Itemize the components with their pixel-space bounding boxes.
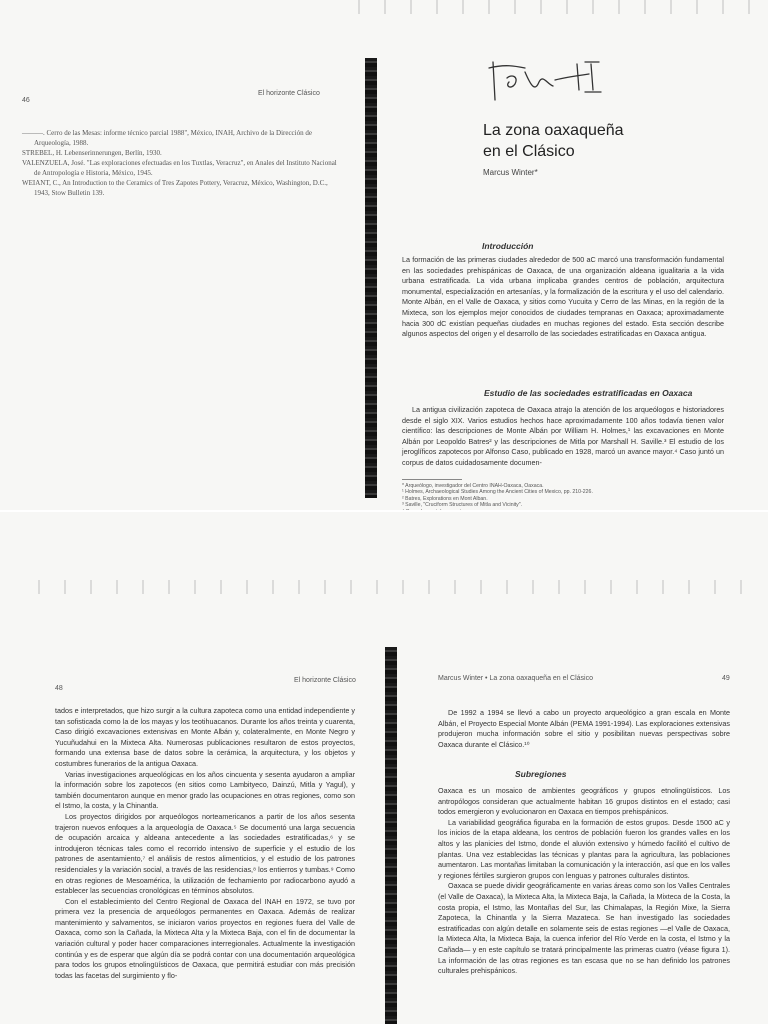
reference-entry: ———. Cerro de las Mesas: informe técnico parcial 1988", México, INAH, Archivo de la Dirección de Arqueología, 1988. — [22, 129, 312, 147]
footnote: * Arqueólogo, investigador del Centro INAH-Oaxaca, Oaxaca. — [402, 483, 544, 489]
intro-paragraph — [402, 255, 724, 340]
page-number-48: 48 — [55, 685, 63, 692]
page48-text — [55, 706, 355, 981]
paragraph: La variabilidad geográfica figuraba en la formación de estos grupos. Desde 1500 aC y los inicios de la etapa aldeana, los centros de población fueron los grandes valles en los altos y las planicies del Istmo, donde el aluvión extensivo y húmedo facilitó el cultivo de plantas. Una vez establecidas las técnicas y plantas para la agricultura, las poblaciones aumentaron. Las montañas limitaban la comunicación y la interacción, así que en los valles y regiones fértiles surgieron grupos con lenguas y patrones culturales distintos. — [438, 817, 730, 880]
footnote: ³ Saville, "Cruciform Structures of Mitla and Vicinity". — [402, 502, 523, 509]
reference-entry: STREBEL, H. Lebenserinnerungen, Berlín, 1930. — [22, 149, 162, 157]
chapter-title — [483, 120, 723, 162]
author-name: Marcus Winter* — [483, 168, 538, 177]
page49-intro — [438, 708, 730, 750]
handwritten-signature — [485, 56, 625, 106]
reference-entry: WEIANT, C., An Introduction to the Ceramics of Tres Zapotes Pottery, Veracruz, México, Washington, D.C., 1943, Stow Bulletin 139. — [22, 179, 328, 197]
footnotes — [402, 483, 722, 512]
book-spine-shadow — [385, 647, 397, 1024]
reference-entry: VALENZUELA, José. "Las exploraciones efectuadas en los Tuxtlas, Veracruz", en Anales del Instituto Nacional de Antropología e Historia, México, 1945. — [22, 159, 337, 177]
chapter-title-line2: en el Clásico — [483, 143, 575, 160]
paragraph: Los proyectos dirigidos por arqueólogos norteamericanos a partir de los años sesenta trajeron nuevos enfoques a la arqueología de Oaxaca.⁵ Se documentó una larga secuencia de ocupación arcaica y aldeana antecedente a las sociedades estratificadas,⁶ y se introdujeron técnicas tales como el recorrido intensivo de superficie y el estudio de los patrones de asentamiento,⁷ el análisis de restos alimenticios, y el estudio de los patrones residenciales y la variación social, a través de las residencias,⁸ los entierros y tumbas.⁹ Como en otras regiones de Mesoamérica, la utilización de fechamiento por radiocarbono ayudó a establecer las secuencias cronológicas en términos absolutos. — [55, 811, 355, 896]
running-head-49: Marcus Winter • La zona oaxaqueña en el Clásico — [438, 675, 593, 682]
footnote-rule — [402, 479, 462, 480]
paragraph: Con el establecimiento del Centro Regional de Oaxaca del INAH en 1972, se tuvo por primera vez la presencia de arqueólogos permanentes en Oaxaca. Además de realizar mantenimiento y salvamentos, se iniciaron varios proyectos en regiones fuera del Valle de Oaxaca, como son la Cañada, la Mixteca Alta y la Mixteca Baja, con el fin de documentar la variación cultural y poder hacer comparaciones interregionales. Actualmente la investigación continúa y es de esperar que algún día se podrá contar con una documentación arqueológica para todos los grupos etnolingüísticos de Oaxaca, que permitirá estudiar con más precisión todas las facetas del surgimiento y flo- — [55, 896, 355, 980]
book-spine-shadow — [365, 58, 377, 498]
paragraph: De 1992 a 1994 se llevó a cabo un proyecto arqueológico a gran escala en Monte Albán, el Proyecto Especial Monte Albán (PEMA 1991-1994). Las exploraciones extensivas produjeron mucha información sobre el sitio y posibilitan nuevas perspectivas sobre Oaxaca durante el Clásico.¹⁰ — [438, 708, 730, 749]
footnote: ² Batres, Explorations en Mont Alban. — [402, 495, 488, 502]
page-number-49: 49 — [722, 675, 730, 682]
running-head-46: El horizonte Clásico — [258, 90, 320, 97]
intro-text: La formación de las primeras ciudades alrededor de 500 aC marcó una transformación fundamental en las sociedades prehispánicas de Oaxaca, de una organización aldeana igualitaria a la vida urbana estratificada. La vida urbana implicaba grandes centros de población, arquitectura monumental, especialización en artesanías, y la formalización de la escritura y el uso del calendario. Monte Albán, en el Valle de Oaxaca, y sitios como Yucuita y Cerro de las Minas, en la región de la Mixteca, son los ejemplos mejor conocidos de ciudades tempranas en Oaxaca; aproximadamente hacia 300 dC existían pequeñas ciudades en muchas regiones del estado. Esta sección describe algunos aspectos del origen y el desarrollo de las sociedades estratificadas en Oaxaca antigua. — [402, 255, 724, 339]
scan-edge-marks — [340, 0, 768, 14]
running-head-48: El horizonte Clásico — [294, 677, 356, 684]
paragraph: tados e interpretados, que hizo surgir a la cultura zapoteca como una entidad independiente y tan sofisticada como la de los mayas y los teotihuacanos. Durante los años treinta y cuarenta, Caso dirigió excavaciones extensivas en Monte Albán y, colateralmente, en Monte Negro y Yucuñudahui en la Mixteca Alta. Numerosas publicaciones resultaron de estos proyectos, formando una extensa base de datos sobre la cerámica, la arquitectura, y los objetos y costumbres funerarios de la antigua Oaxaca. — [55, 706, 355, 768]
paragraph: Varias investigaciones arqueológicas en los años cincuenta y sesenta ayudaron a ampliar la información sobre los zapotecos (en sitios como Lambityeco, Dainzú, Mitla y Yagul), y también documentaron aunque en menor grado las ocupaciones en otras regiones, como son el Istmo, la costa, y la Chinantla. — [55, 769, 355, 811]
paragraph: Oaxaca se puede dividir geográficamente en varias áreas como son los Valles Centrales (el Valle de Oaxaca), la Mixteca Alta, la Mixteca Baja, la Cañada, la Mixteca de la Costa, la costa propia, el Istmo, las Montañas del Sur, las Chimalapas, la Región Mixe, la Sierra Zapoteca, la Chinantla y la Sierra Mazateca. Se han investigado las sociedades estratificadas con algún detalle en solamente seis de estas regiones —el Valle de Oaxaca, la Mixteca Alta, la Mixteca Baja, la cuenca inferior del Río Verde en la costa, el Istmo y la Cañada— y en este capítulo se tratará principalmente las primeras cuatro (véase figura 1). La información de las otras regiones es tan escasa que no se han definido los patrones culturales prehispánicos. — [438, 881, 730, 976]
scan-edge-marks — [20, 580, 760, 594]
chapter-title-line1: La zona oaxaqueña — [483, 122, 624, 139]
reference-list — [22, 128, 342, 198]
paragraph: Oaxaca es un mosaico de ambientes geográficos y grupos etnolingüísticos. Los antropólogos consideran que actualmente habitan 16 grupos distintos en el estado; casi todos emergieron y evolucionaron en Oaxaca en tiempos prehispánicos. — [438, 786, 730, 817]
footnote: ¹ Holmes, Archaeological Studies Among the Ancient Cities of Mexico, pp. 210-226. — [402, 489, 593, 496]
page49-text — [438, 786, 730, 977]
page-number-46: 46 — [22, 97, 30, 104]
section-heading-intro: Introducción — [482, 241, 534, 251]
section-heading-subregiones: Subregiones — [515, 769, 567, 779]
bottom-spread — [0, 512, 768, 1024]
study-text: La antigua civilización zapoteca de Oaxaca atrajo la atención de los arqueólogos e historiadores desde el siglo XIX. Varios estudios hechos hace aproximadamente 100 años todavía tienen valor científico: las descripciones de Monte Albán por William H. Holmes,¹ las excavaciones en Monte Albán por Leopoldo Batres² y las descripciones de Mitla por Marshall H. Saville.³ El estudio de los jeroglíficos zapotecos por Alfonso Caso, publicado en 1928, marcó un avance mayor.⁴ Caso juntó un corpus de datos cuidadosamente documen- — [402, 405, 724, 467]
study-paragraph — [402, 405, 724, 469]
section-heading-study: Estudio de las sociedades estratificadas en Oaxaca — [484, 388, 693, 398]
